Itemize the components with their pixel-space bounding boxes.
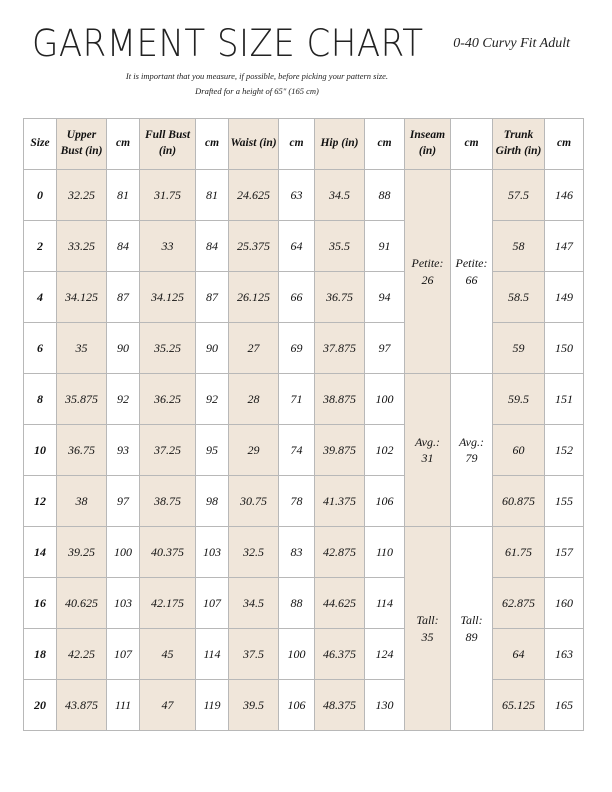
full-bust-cm-cell: 95 [196, 425, 229, 476]
trunk-girth-cell: 61.75 [493, 527, 545, 578]
upper-bust-cm-cell: 90 [107, 323, 140, 374]
trunk-girth-cm-cell: 150 [545, 323, 584, 374]
waist-cell: 26.125 [229, 272, 279, 323]
full-bust-cm-cell: 81 [196, 170, 229, 221]
full-bust-cell: 33 [140, 221, 196, 272]
full-bust-cm-cell: 107 [196, 578, 229, 629]
size-chart-table [23, 118, 584, 731]
waist-cell: 32.5 [229, 527, 279, 578]
table-row [24, 425, 584, 476]
inseam-cm-group-value: 89 [465, 629, 478, 644]
hip-cell: 36.75 [315, 272, 365, 323]
full-bust-cm-header: cm [196, 119, 229, 170]
table-row [24, 629, 584, 680]
upper-bust-cell: 36.75 [57, 425, 107, 476]
waist-cm-cell: 71 [279, 374, 315, 425]
upper-bust-cm-cell: 100 [107, 527, 140, 578]
inseam-group-label: Avg.: [415, 434, 440, 449]
trunk-girth-cm-cell: 160 [545, 578, 584, 629]
hip-cm-cell: 106 [365, 476, 405, 527]
full-bust-cm-cell: 103 [196, 527, 229, 578]
full-bust-cell: 47 [140, 680, 196, 731]
waist-cm-cell: 69 [279, 323, 315, 374]
trunk-girth-cell: 60.875 [493, 476, 545, 527]
upper-bust-cm-cell: 107 [107, 629, 140, 680]
inseam-group-label: Tall: [416, 613, 439, 628]
upper-bust-cell: 34.125 [57, 272, 107, 323]
hip-cm-cell: 124 [365, 629, 405, 680]
upper-bust-cell: 32.25 [57, 170, 107, 221]
hip-cm-header: cm [365, 119, 405, 170]
full-bust-cell: 34.125 [140, 272, 196, 323]
upper-bust-cm-cell: 87 [107, 272, 140, 323]
waist-cm-cell: 83 [279, 527, 315, 578]
waist-cell: 39.5 [229, 680, 279, 731]
inseam-cm-group-cell [451, 527, 493, 731]
hip-cm-cell: 130 [365, 680, 405, 731]
size-cell: 12 [24, 476, 57, 527]
size-cell: 4 [24, 272, 57, 323]
hip-cm-cell: 88 [365, 170, 405, 221]
full-bust-cell: 38.75 [140, 476, 196, 527]
upper-bust-cell: 38 [57, 476, 107, 527]
table-row [24, 221, 584, 272]
trunk-girth-cm-cell: 146 [545, 170, 584, 221]
upper-bust-cm-cell: 92 [107, 374, 140, 425]
upper-bust-cell: 35.875 [57, 374, 107, 425]
waist-cm-header: cm [279, 119, 315, 170]
full-bust-cm-cell: 87 [196, 272, 229, 323]
table-row [24, 527, 584, 578]
size-cell: 18 [24, 629, 57, 680]
full-bust-cell: 31.75 [140, 170, 196, 221]
full-bust-cm-cell: 119 [196, 680, 229, 731]
hip-cell: 34.5 [315, 170, 365, 221]
fit-subtitle: 0-40 Curvy Fit Adult [453, 36, 570, 51]
hip-cell: 35.5 [315, 221, 365, 272]
waist-cm-cell: 88 [279, 578, 315, 629]
trunk-girth-cm-cell: 165 [545, 680, 584, 731]
size-cell: 0 [24, 170, 57, 221]
full-bust-cell: 35.25 [140, 323, 196, 374]
upper-bust-cm-cell: 103 [107, 578, 140, 629]
size-rows [24, 170, 584, 731]
inseam-group-cell [405, 374, 451, 527]
trunk-girth-cm-header: cm [545, 119, 584, 170]
hip-cm-cell: 102 [365, 425, 405, 476]
size-header: Size [24, 119, 57, 170]
trunk-girth-cm-cell: 147 [545, 221, 584, 272]
trunk-girth-cm-cell: 157 [545, 527, 584, 578]
trunk-girth-cm-cell: 149 [545, 272, 584, 323]
height-note: Drafted for a height of 65" (165 cm) [195, 86, 319, 96]
waist-cell: 24.625 [229, 170, 279, 221]
upper-bust-cm-cell: 81 [107, 170, 140, 221]
table-row [24, 578, 584, 629]
hip-cm-cell: 114 [365, 578, 405, 629]
trunk-girth-cell: 57.5 [493, 170, 545, 221]
waist-cell: 28 [229, 374, 279, 425]
waist-cell: 25.375 [229, 221, 279, 272]
waist-cm-cell: 100 [279, 629, 315, 680]
upper-bust-cell: 42.25 [57, 629, 107, 680]
table-row [24, 170, 584, 221]
trunk-girth-cm-cell: 163 [545, 629, 584, 680]
trunk-girth-cell: 58.5 [493, 272, 545, 323]
full-bust-cm-cell: 90 [196, 323, 229, 374]
upper-bust-header: Upper Bust (in) [57, 119, 107, 170]
waist-cm-cell: 64 [279, 221, 315, 272]
waist-cell: 30.75 [229, 476, 279, 527]
size-cell: 6 [24, 323, 57, 374]
full-bust-header: Full Bust (in) [140, 119, 196, 170]
table-row [24, 680, 584, 731]
table-row [24, 374, 584, 425]
full-bust-cell: 40.375 [140, 527, 196, 578]
size-cell: 20 [24, 680, 57, 731]
header-row [24, 119, 584, 170]
inseam-group-value: 31 [421, 451, 434, 465]
hip-cell: 37.875 [315, 323, 365, 374]
waist-cm-cell: 66 [279, 272, 315, 323]
full-bust-cm-cell: 114 [196, 629, 229, 680]
upper-bust-cm-cell: 93 [107, 425, 140, 476]
trunk-girth-cell: 58 [493, 221, 545, 272]
hip-cm-cell: 110 [365, 527, 405, 578]
full-bust-cell: 42.175 [140, 578, 196, 629]
upper-bust-cell: 33.25 [57, 221, 107, 272]
trunk-girth-cell: 59 [493, 323, 545, 374]
waist-cell: 34.5 [229, 578, 279, 629]
upper-bust-cell: 43.875 [57, 680, 107, 731]
size-cell: 2 [24, 221, 57, 272]
hip-cell: 42.875 [315, 527, 365, 578]
inseam-cm-group-value: 79 [465, 451, 478, 465]
waist-cm-cell: 63 [279, 170, 315, 221]
table-row [24, 476, 584, 527]
size-cell: 16 [24, 578, 57, 629]
inseam-group-value: 35 [421, 629, 434, 644]
full-bust-cell: 45 [140, 629, 196, 680]
inseam-group-value: 26 [421, 272, 434, 287]
full-bust-cm-cell: 98 [196, 476, 229, 527]
hip-cell: 48.375 [315, 680, 365, 731]
hip-cm-cell: 94 [365, 272, 405, 323]
trunk-girth-cell: 59.5 [493, 374, 545, 425]
hip-cell: 41.375 [315, 476, 365, 527]
full-bust-cell: 37.25 [140, 425, 196, 476]
size-cell: 14 [24, 527, 57, 578]
waist-header: Waist (in) [229, 119, 279, 170]
inseam-cm-group-label: Tall: [460, 613, 483, 628]
inseam-cm-group-cell [451, 170, 493, 374]
table-row [24, 272, 584, 323]
inseam-cm-header: cm [451, 119, 493, 170]
waist-cm-cell: 74 [279, 425, 315, 476]
full-bust-cell: 36.25 [140, 374, 196, 425]
full-bust-cm-cell: 92 [196, 374, 229, 425]
hip-cm-cell: 100 [365, 374, 405, 425]
hip-header: Hip (in) [315, 119, 365, 170]
hip-cell: 38.875 [315, 374, 365, 425]
hip-cm-cell: 97 [365, 323, 405, 374]
inseam-group-label: Petite: [411, 256, 444, 271]
hip-cell: 44.625 [315, 578, 365, 629]
inseam-group-cell [405, 527, 451, 731]
page-title: GARMENT SIZE CHART [32, 22, 424, 65]
full-bust-cm-cell: 84 [196, 221, 229, 272]
trunk-girth-cell: 60 [493, 425, 545, 476]
upper-bust-cell: 40.625 [57, 578, 107, 629]
table-row [24, 323, 584, 374]
inseam-header: Inseam (in) [405, 119, 451, 170]
upper-bust-cm-cell: 84 [107, 221, 140, 272]
upper-bust-cm-cell: 97 [107, 476, 140, 527]
waist-cell: 37.5 [229, 629, 279, 680]
trunk-girth-cell: 62.875 [493, 578, 545, 629]
inseam-cm-group-cell [451, 374, 493, 527]
hip-cell: 46.375 [315, 629, 365, 680]
trunk-girth-cm-cell: 152 [545, 425, 584, 476]
waist-cm-cell: 106 [279, 680, 315, 731]
inseam-cm-group-value: 66 [465, 272, 478, 287]
trunk-girth-cell: 65.125 [493, 680, 545, 731]
hip-cell: 39.875 [315, 425, 365, 476]
upper-bust-cell: 35 [57, 323, 107, 374]
trunk-girth-cm-cell: 155 [545, 476, 584, 527]
inseam-cm-group-label: Petite: [455, 256, 488, 271]
upper-bust-cm-cell: 111 [107, 680, 140, 731]
waist-cell: 29 [229, 425, 279, 476]
inseam-cm-group-label: Avg.: [459, 434, 484, 449]
trunk-girth-header: Trunk Girth (in) [493, 119, 545, 170]
trunk-girth-cell: 64 [493, 629, 545, 680]
upper-bust-cm-header: cm [107, 119, 140, 170]
hip-cm-cell: 91 [365, 221, 405, 272]
waist-cm-cell: 78 [279, 476, 315, 527]
inseam-group-cell [405, 170, 451, 374]
trunk-girth-cm-cell: 151 [545, 374, 584, 425]
size-cell: 8 [24, 374, 57, 425]
waist-cell: 27 [229, 323, 279, 374]
upper-bust-cell: 39.25 [57, 527, 107, 578]
size-cell: 10 [24, 425, 57, 476]
measure-note: It is important that you measure, if possible, before picking your pattern size. [125, 71, 389, 81]
